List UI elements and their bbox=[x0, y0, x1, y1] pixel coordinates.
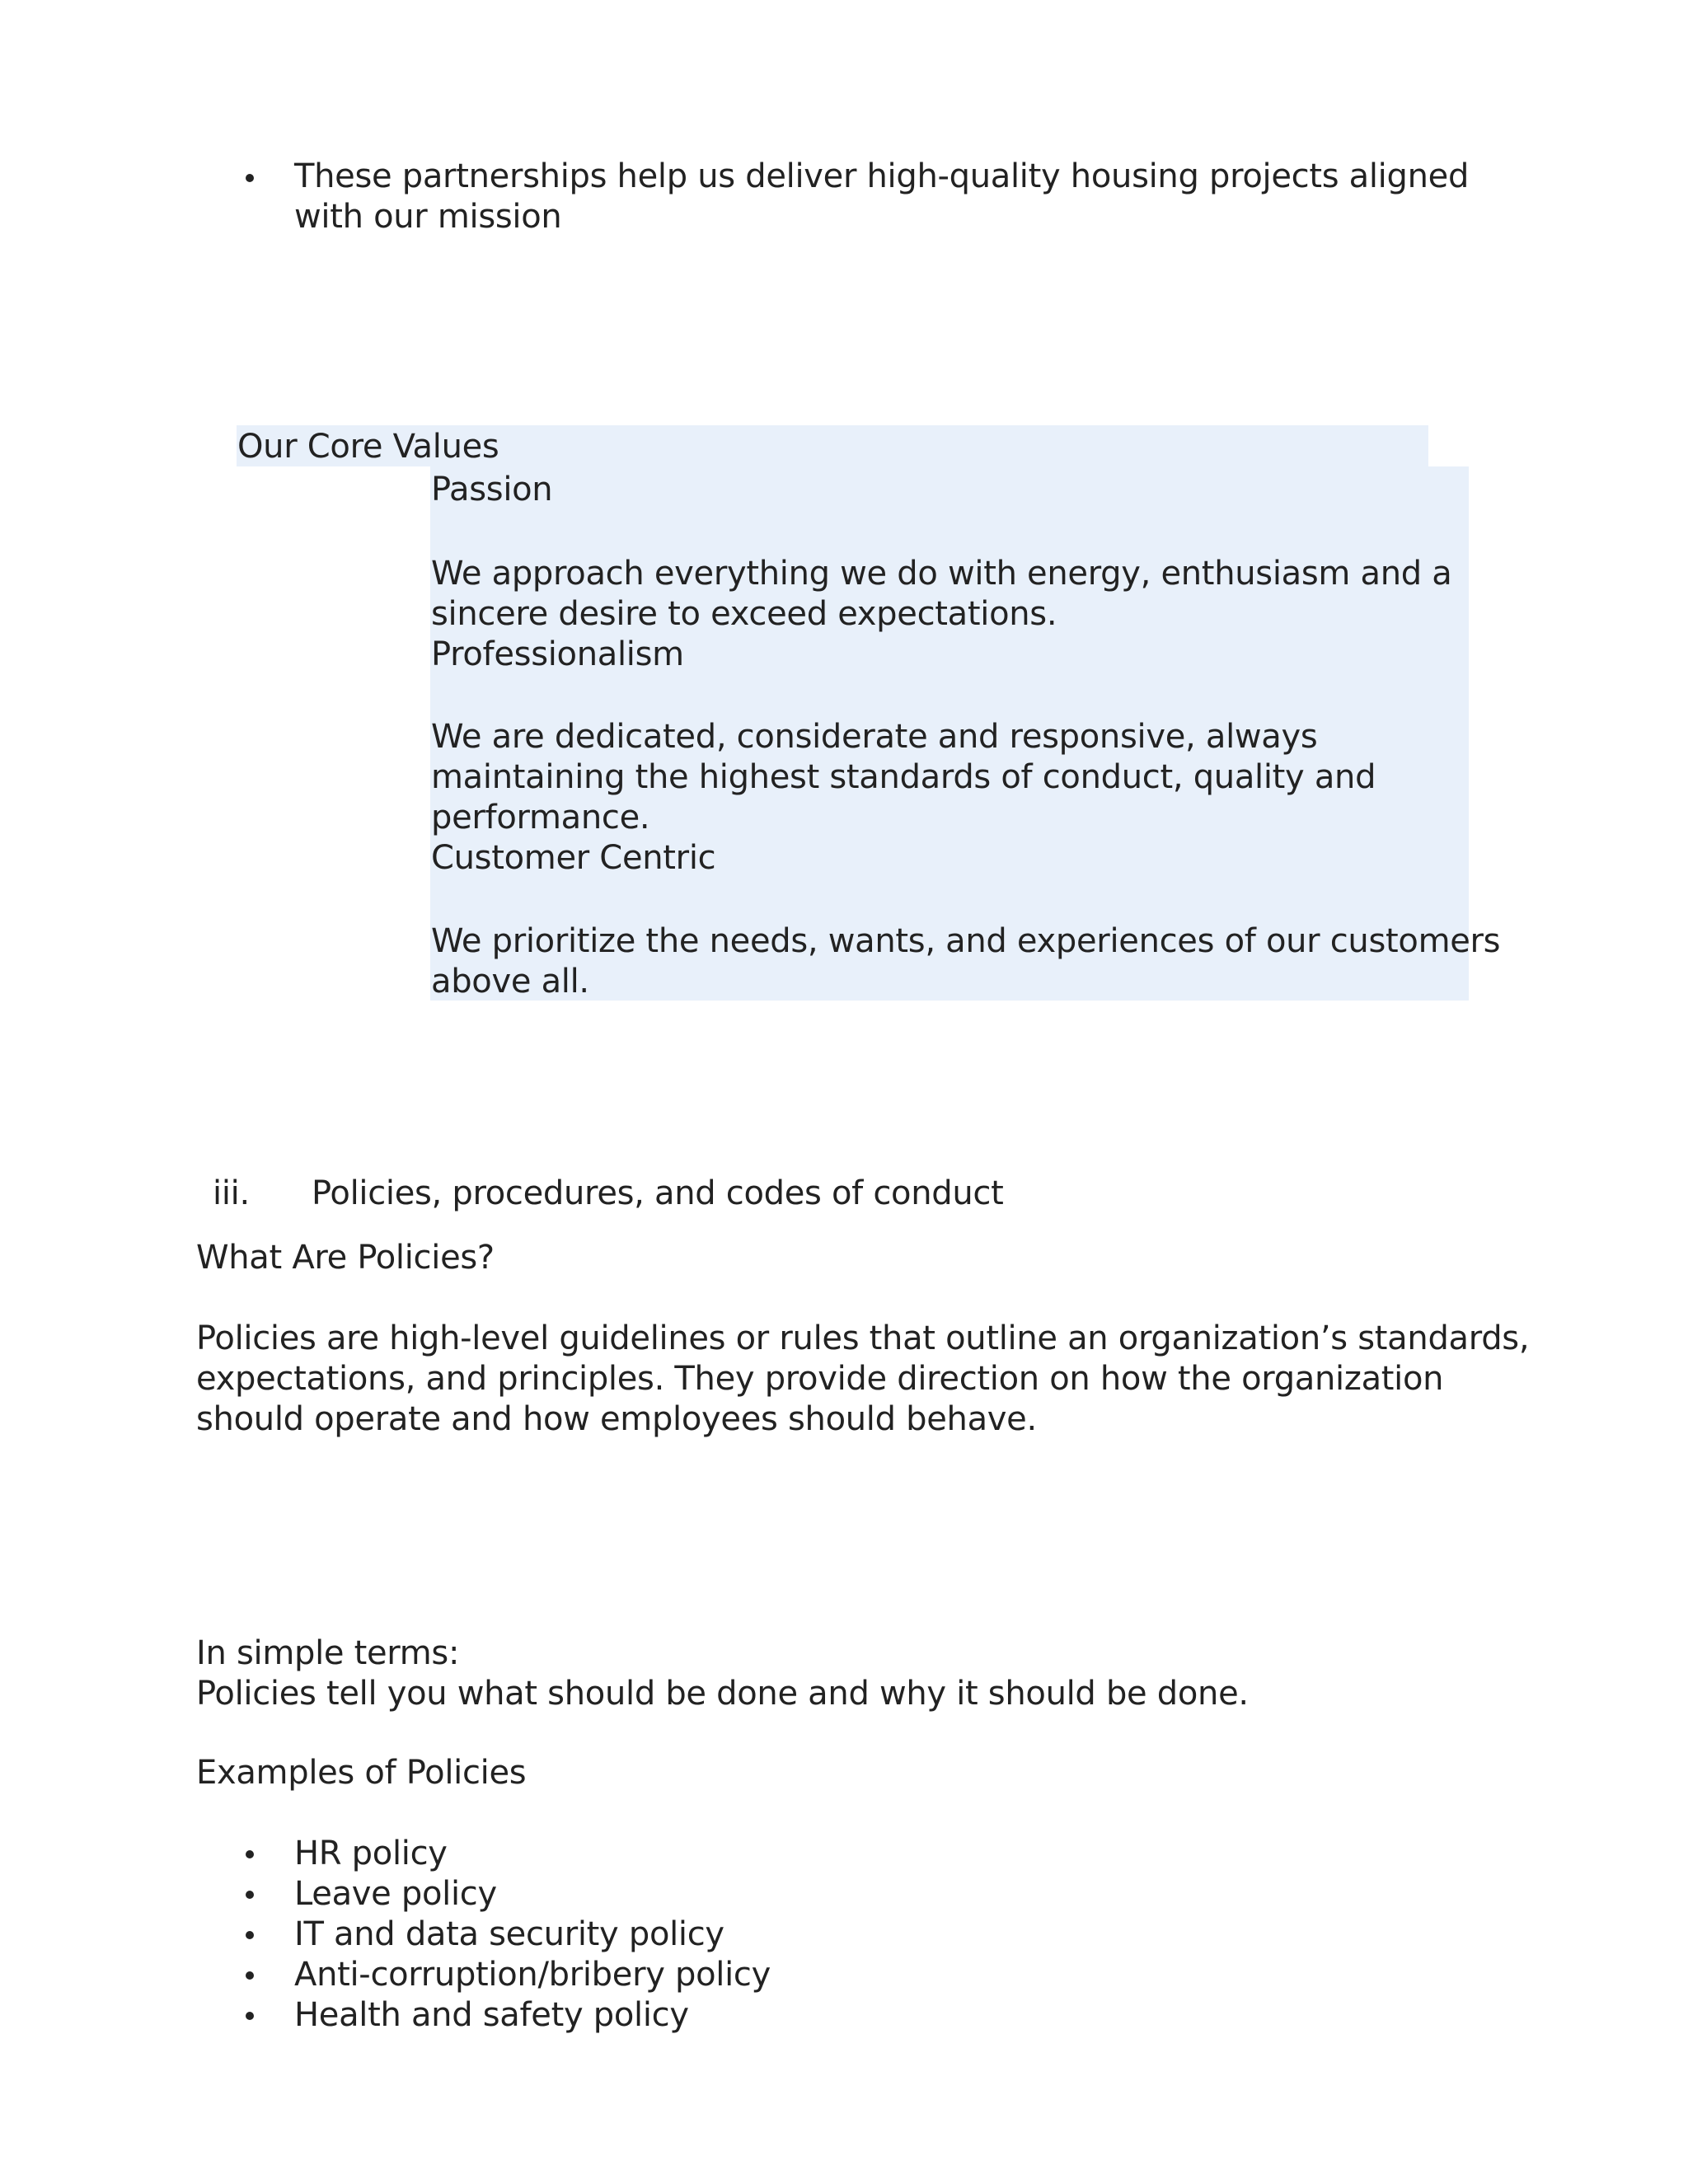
bullet-icon bbox=[246, 1931, 254, 1939]
policies-paragraph-line-2: expectations, and principles. They provide direction on how the organization bbox=[196, 1360, 1444, 1398]
section-title: Policies, procedures, and codes of conduct bbox=[312, 1174, 1004, 1212]
policies-paragraph-line-3: should operate and how employees should behave. bbox=[196, 1400, 1037, 1438]
simple-terms-text: Policies tell you what should be done and why it should be done. bbox=[196, 1675, 1249, 1713]
core-values-heading: Our Core Values bbox=[237, 428, 499, 466]
value-desc-professionalism-1: We are dedicated, considerate and responsive, always bbox=[431, 718, 1318, 756]
bullet-icon bbox=[246, 1891, 254, 1899]
bullet-icon bbox=[246, 1850, 254, 1858]
examples-heading: Examples of Policies bbox=[196, 1754, 527, 1792]
section-number: iii. bbox=[213, 1174, 250, 1212]
value-desc-customer-centric-2: above all. bbox=[431, 963, 589, 1001]
intro-bullet-line-2: with our mission bbox=[294, 198, 562, 236]
value-title-customer-centric: Customer Centric bbox=[431, 839, 716, 877]
example-item: Leave policy bbox=[294, 1875, 497, 1913]
bullet-icon bbox=[246, 1971, 254, 1980]
value-title-passion: Passion bbox=[431, 471, 553, 509]
bullet-icon bbox=[246, 2012, 254, 2020]
value-desc-passion-2: sincere desire to exceed expectations. bbox=[431, 595, 1057, 633]
value-desc-professionalism-2: maintaining the highest standards of conduct, quality and bbox=[431, 758, 1376, 796]
simple-terms-label: In simple terms: bbox=[196, 1634, 460, 1672]
value-title-professionalism: Professionalism bbox=[431, 635, 684, 673]
value-desc-professionalism-3: performance. bbox=[431, 799, 650, 837]
example-item: Health and safety policy bbox=[294, 1996, 689, 2034]
value-desc-customer-centric-1: We prioritize the needs, wants, and experiences of our customers bbox=[431, 922, 1501, 960]
example-item: IT and data security policy bbox=[294, 1915, 724, 1953]
bullet-icon bbox=[246, 174, 254, 182]
example-item: HR policy bbox=[294, 1835, 448, 1872]
value-desc-passion-1: We approach everything we do with energy, enthusiasm and a bbox=[431, 555, 1452, 593]
what-are-policies-heading: What Are Policies? bbox=[196, 1239, 495, 1277]
policies-paragraph-line-1: Policies are high-level guidelines or rules that outline an organization’s standards, bbox=[196, 1319, 1530, 1357]
example-item: Anti-corruption/bribery policy bbox=[294, 1956, 771, 1994]
intro-bullet-line-1: These partnerships help us deliver high-quality housing projects aligned bbox=[294, 157, 1470, 195]
